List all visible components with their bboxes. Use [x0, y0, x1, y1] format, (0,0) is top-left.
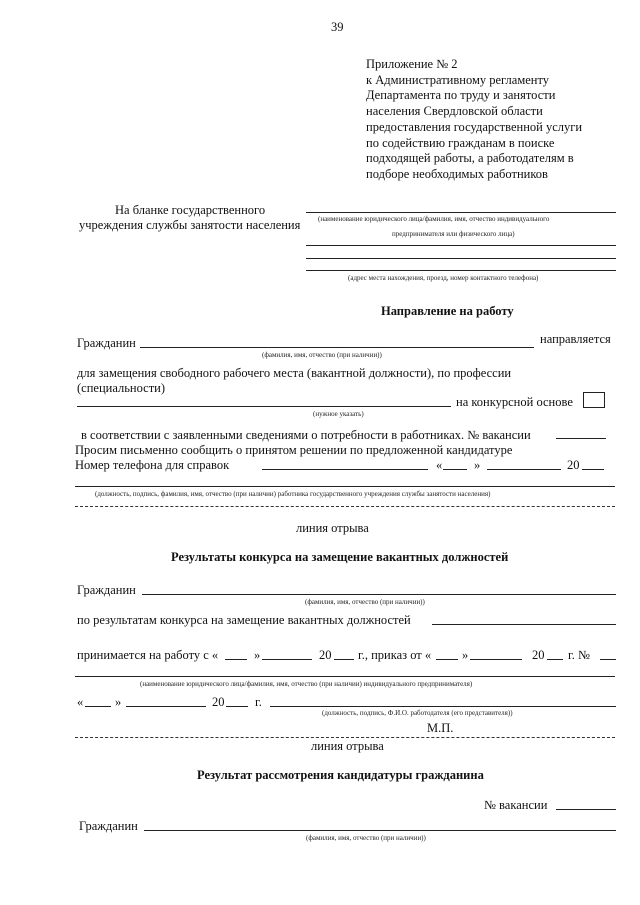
vacancy-number-line: [556, 438, 606, 439]
address-hint: (адрес места нахождения, проезд, номер контактного телефона): [348, 274, 539, 282]
profession-line: [77, 406, 451, 407]
fio-hint-2: (фамилия, имя, отчество (при наличии)): [305, 598, 425, 606]
order-no-line: [600, 659, 616, 660]
hired-quote-close: »: [254, 648, 261, 662]
order-month-line: [470, 659, 522, 660]
employer-sign-line: [270, 706, 616, 707]
vacancy-no-label: № вакансии: [484, 798, 548, 812]
section3-title: Результат рассмотрения кандидатуры гражданина: [197, 768, 484, 782]
specify-hint: (нужное указать): [313, 410, 364, 418]
vacancy-no-line: [556, 809, 616, 810]
according-text: в соответствии с заявленными сведениями о потребности в работниках. № вакансии: [81, 428, 531, 442]
date-day-line: [443, 469, 467, 470]
address-line-1: [306, 258, 616, 259]
employer-line-2: [75, 676, 615, 677]
order-no-label: г. №: [568, 648, 590, 662]
appendix-line: к Административному регламенту: [366, 72, 550, 87]
blank-note-line1: На бланке государственного: [115, 203, 266, 217]
order-text: г., приказ от «: [358, 648, 432, 662]
order-year-prefix: 20: [532, 648, 545, 662]
stamp-label: М.П.: [427, 721, 454, 735]
phone-label: Номер телефона для справок: [75, 458, 230, 472]
hired-year-line: [334, 659, 354, 660]
phone-line: [262, 469, 428, 470]
employer-hint-1: (наименование юридического лица/фамилия, имя, отчество индивидуального: [318, 215, 550, 223]
appendix-line: населения Свердловской области: [366, 104, 543, 119]
citizen-name-line: [140, 347, 534, 348]
fio-hint: (фамилия, имя, отчество (при наличии)): [262, 351, 382, 359]
sign-year-prefix: 20: [212, 695, 225, 709]
hired-year-prefix: 20: [319, 648, 332, 662]
date-close-quote: »: [474, 458, 481, 472]
inform-text: Просим письменно сообщить о принятом решении по предложенной кандидатуре: [75, 443, 513, 457]
cut-line-1: [75, 506, 615, 507]
order-quote-close: »: [462, 648, 469, 662]
hired-text: принимается на работу с «: [77, 648, 219, 662]
page-number: 39: [331, 20, 344, 34]
sign-quote-close: »: [115, 695, 122, 709]
results-text: по результатам конкурса на замещение вакантных должностей: [77, 613, 411, 627]
cut-line-2: [75, 737, 615, 738]
citizen-label-3: Гражданин: [79, 819, 138, 833]
sign-month-line: [126, 706, 206, 707]
appendix-line: подборе необходимых работников: [366, 166, 548, 181]
results-line: [432, 624, 616, 625]
fio-hint-3: (фамилия, имя, отчество (при наличии)): [306, 834, 426, 842]
address-line-2: [306, 270, 616, 271]
hired-month-line: [262, 659, 312, 660]
appendix-line: Департамента по труду и занятости: [366, 88, 556, 103]
order-day-line: [436, 659, 458, 660]
citizen-name-line-3: [144, 830, 616, 831]
vacancy-text-2: (специальности): [77, 381, 166, 395]
sign-hint: (должность, подпись, Ф.И.О. работодателя (его представителя)): [322, 709, 513, 717]
date-year-line: [582, 469, 604, 470]
appendix-block: [366, 57, 582, 183]
appendix-line: подходящей работы, а работодателям в: [366, 151, 574, 166]
date-year-prefix: 20: [567, 458, 580, 472]
section2-title: Результаты конкурса на замещение вакантных должностей: [171, 550, 509, 564]
competitive-label: на конкурсной основе: [456, 395, 573, 409]
blank-note-line2: учреждения службы занятости населения: [79, 218, 301, 232]
date-open-quote: «: [436, 458, 443, 472]
cut-line-label-2: линия отрыва: [311, 739, 384, 753]
citizen-name-line-2: [142, 594, 616, 595]
section1-title: Направление на работу: [381, 304, 514, 318]
cut-line-label-1: линия отрыва: [296, 521, 369, 535]
vacancy-text-1: для замещения свободного рабочего места (вакантной должности), по профессии: [77, 366, 512, 380]
employer-hint-2: (наименование юридического лица/фамилия, имя, отчество (при наличии) индивидуального предпринимателя): [140, 680, 473, 688]
sign-year-suffix: г.: [255, 695, 262, 709]
date-month-line: [487, 469, 561, 470]
employer-hint-2: предпринимателя или физического лица): [392, 230, 515, 238]
official-hint: (должность, подпись, фамилия, имя, отчество (при наличии) работника государственного учреждения службы занятости населения): [95, 490, 491, 498]
appendix-line: по содействию гражданам в поиске: [366, 135, 555, 150]
employer-name-line: [306, 212, 616, 213]
employer-name-line-2: [306, 245, 616, 246]
competitive-checkbox[interactable]: [583, 392, 605, 408]
sign-quote-open: «: [77, 695, 84, 709]
appendix-line: Приложение № 2: [366, 57, 458, 71]
order-year-line: [547, 659, 563, 660]
hired-day-line: [225, 659, 247, 660]
citizen-label-2: Гражданин: [77, 583, 136, 597]
sign-year-line: [226, 706, 248, 707]
citizen-label: Гражданин: [77, 336, 136, 350]
directed-label: направляется: [540, 332, 611, 346]
sign-day-line: [85, 706, 111, 707]
official-signature-line: [75, 486, 615, 487]
appendix-line: предоставления государственной услуги: [366, 119, 583, 134]
